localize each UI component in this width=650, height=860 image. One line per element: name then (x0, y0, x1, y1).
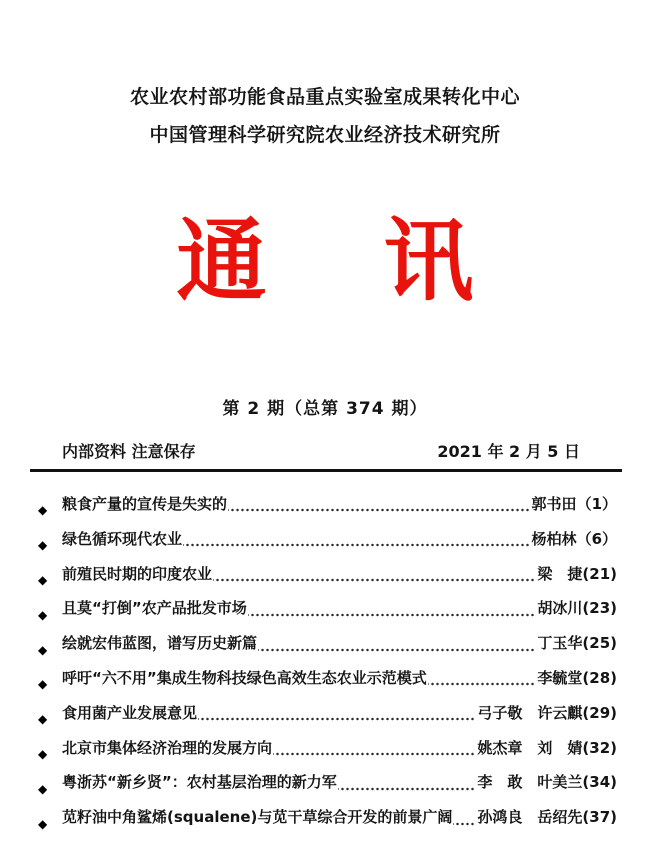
publication-date: 2021 年 2 月 5 日 (437, 442, 580, 461)
table-of-contents (0, 472, 650, 841)
toc-entry-page: (25) (582, 634, 617, 653)
toc-entry (38, 597, 617, 632)
toc-entry-authors: 李毓堂 (537, 668, 583, 687)
dot-leader (183, 538, 531, 552)
classification-label: 内部资料 注意保存 (62, 442, 196, 461)
toc-entry (38, 702, 617, 737)
dot-leader (198, 712, 476, 726)
organization-line-1: 农业农村部功能食品重点实验室成果转化中心 (129, 86, 520, 108)
toc-entry-authors: 姚杰章 刘 婧 (477, 738, 583, 757)
toc-entry-title: 北京市集体经济治理的发展方向 (62, 738, 273, 757)
toc-entry-authors: 梁 捷 (537, 564, 583, 583)
dot-leader (338, 782, 477, 796)
toc-entry-page: (32) (582, 738, 617, 757)
toc-entry-title: 呼吁“六不用”集成生物科技绿色高效生态农业示范模式 (62, 668, 427, 687)
dot-leader (453, 817, 476, 831)
toc-entry-authors: 孙鸿良 岳绍先 (477, 808, 583, 827)
masthead (0, 208, 650, 322)
toc-entry-authors: 胡冰川 (537, 599, 583, 618)
dot-leader (273, 747, 476, 761)
toc-entry-page: (34) (582, 773, 617, 792)
toc-entry (38, 737, 617, 772)
diamond-bullet-icon: ◆ (38, 642, 48, 657)
toc-entry-authors: 杨柏林 (531, 529, 577, 548)
toc-entry-title: 前殖民时期的印度农业 (62, 564, 213, 583)
toc-entry (38, 493, 617, 528)
toc-entry-page: （6） (576, 529, 617, 548)
toc-entry-authors: 弓子敬 许云麒 (477, 703, 583, 722)
toc-entry (38, 806, 617, 841)
toc-entry (38, 528, 617, 563)
toc-entry-authors: 李 敢 叶美兰 (477, 773, 583, 792)
toc-entry-page: (21) (582, 564, 617, 583)
diamond-bullet-icon: ◆ (38, 572, 48, 587)
toc-entry (38, 632, 617, 667)
issue-number-line: 第 2 期（总第 374 期） (222, 399, 428, 419)
diamond-bullet-icon: ◆ (38, 677, 48, 692)
dot-leader (228, 503, 531, 517)
toc-entry-title: 且莫“打倒”农产品批发市场 (62, 599, 247, 618)
diamond-bullet-icon: ◆ (38, 712, 48, 727)
toc-entry-title: 食用菌产业发展意见 (62, 703, 198, 722)
toc-entry-page: (29) (582, 703, 617, 722)
diamond-bullet-icon: ◆ (38, 816, 48, 831)
toc-entry-page: (28) (582, 668, 617, 687)
toc-entry-title: 绘就宏伟蓝图，谱写历史新篇 (62, 634, 258, 653)
toc-entry-page: （1） (576, 495, 617, 513)
dot-leader (258, 643, 536, 657)
dot-leader (428, 677, 537, 691)
organization-line-2: 中国管理科学研究院农业经济技术研究所 (149, 124, 501, 146)
diamond-bullet-icon: ◆ (38, 503, 48, 518)
toc-entry-title: 苋籽油中角鲨烯(squalene)与苋干草综合开发的前景广阔 (62, 808, 453, 827)
toc-entry-authors: 郭书田 (531, 495, 577, 513)
toc-entry-title: 粮食产量的宣传是失实的 (62, 495, 228, 513)
newsletter-title: 通讯 (176, 208, 591, 314)
toc-entry (38, 667, 617, 702)
toc-entry (38, 563, 617, 598)
toc-entry-page: (37) (582, 808, 617, 827)
diamond-bullet-icon: ◆ (38, 607, 48, 622)
organization-header (0, 0, 650, 154)
diamond-bullet-icon: ◆ (38, 746, 48, 761)
diamond-bullet-icon: ◆ (38, 781, 48, 796)
meta-row (0, 439, 650, 462)
toc-entry-authors: 丁玉华 (537, 634, 583, 653)
diamond-bullet-icon: ◆ (38, 538, 48, 553)
toc-entry-title: 粤浙苏“新乡贤”：农村基层治理的新力军 (62, 773, 337, 792)
toc-entry-page: (23) (582, 599, 617, 618)
dot-leader (213, 573, 536, 587)
toc-entry (38, 771, 617, 806)
dot-leader (248, 608, 537, 622)
toc-entry-title: 绿色循环现代农业 (62, 529, 183, 548)
